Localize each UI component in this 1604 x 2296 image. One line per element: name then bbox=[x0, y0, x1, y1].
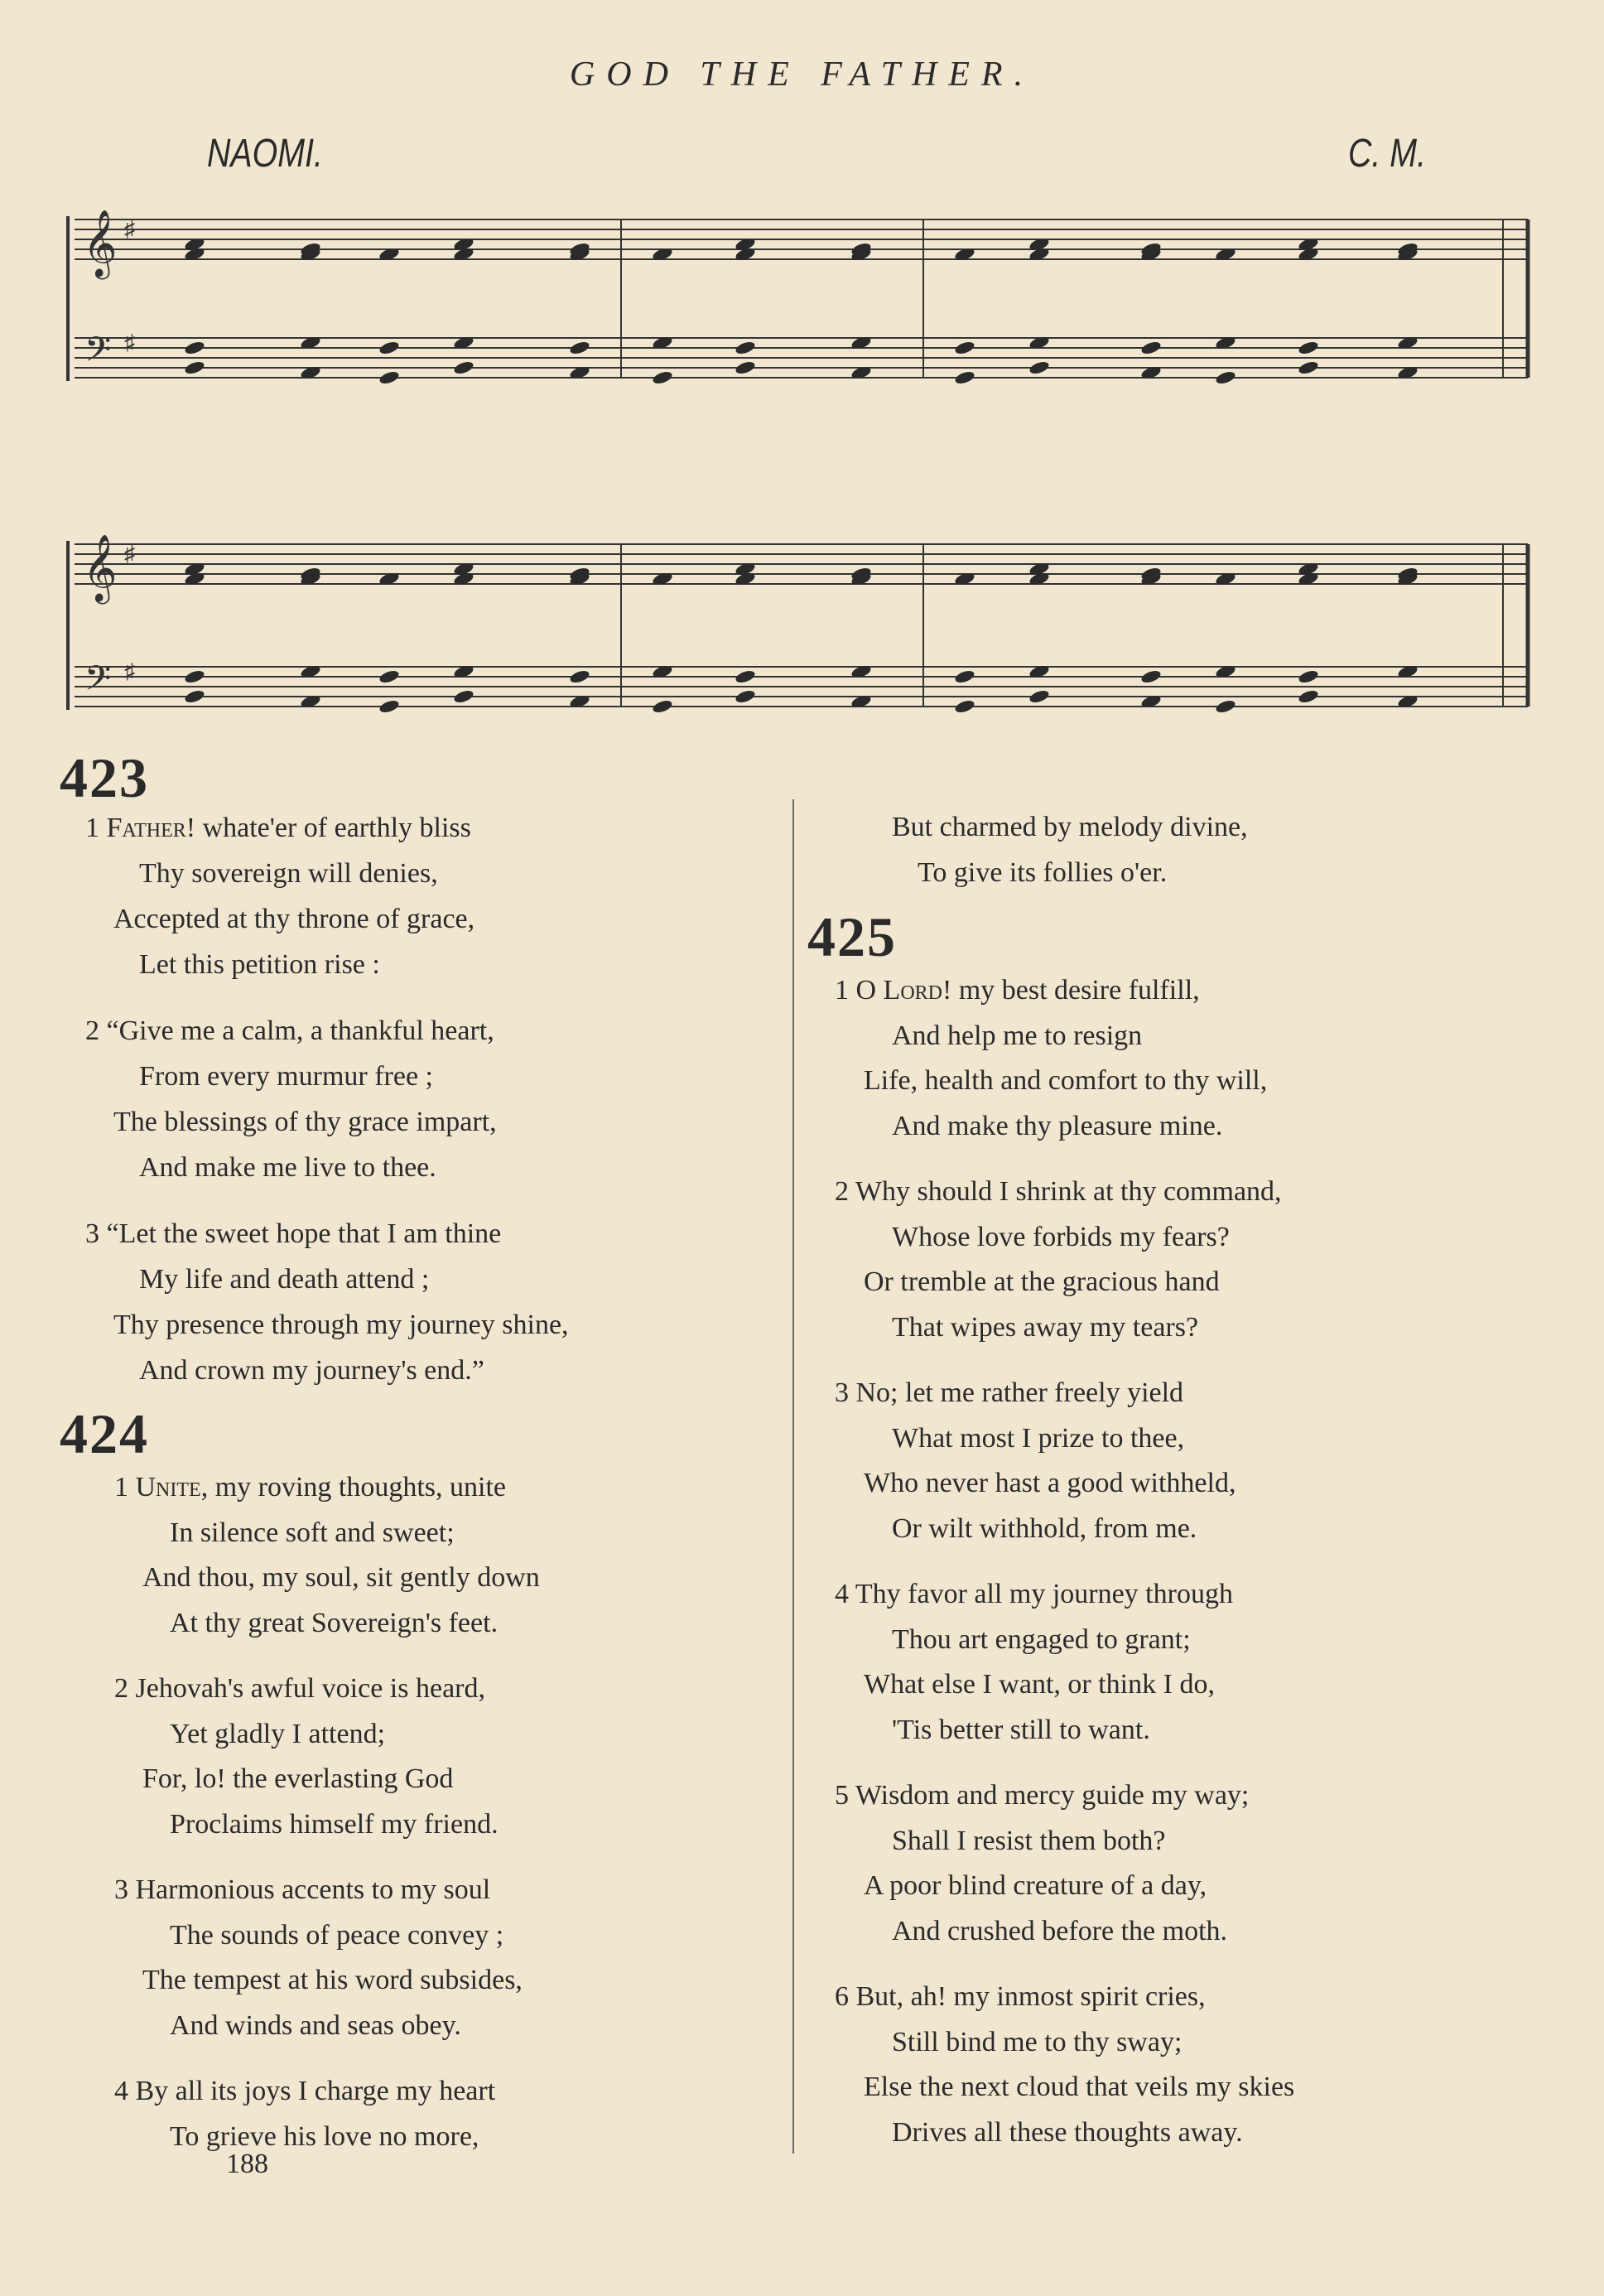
line-text: Thy presence through my journey shine, bbox=[113, 1310, 569, 1340]
verse-line bbox=[139, 1063, 433, 1091]
verse-line bbox=[114, 1876, 490, 1904]
verse-line bbox=[892, 1311, 1199, 1343]
line-text: Life, health and comfort to thy will, bbox=[864, 1065, 1268, 1096]
note-head bbox=[652, 369, 674, 385]
hymn-number: 424 bbox=[60, 1402, 149, 1465]
line-text: What most I prize to thee, bbox=[892, 1422, 1185, 1454]
note-head bbox=[1298, 668, 1320, 684]
stanza-number: 2 bbox=[85, 1015, 99, 1046]
note-head bbox=[1215, 369, 1237, 385]
line-text: And help me to resign bbox=[892, 1020, 1143, 1051]
line-text: , my roving thoughts, unite bbox=[200, 1472, 507, 1503]
line-text: Yet gladly I attend; bbox=[170, 1718, 386, 1749]
line-text: Or tremble at the gracious hand bbox=[864, 1266, 1220, 1297]
verse-line bbox=[114, 1474, 506, 1502]
key-signature-sharp: ♯ bbox=[124, 542, 135, 566]
line-text: ! my best desire fulfill, bbox=[942, 975, 1200, 1006]
note-head bbox=[652, 698, 674, 714]
key-signature-sharp: ♯ bbox=[124, 330, 135, 355]
line-text: And crushed before the moth. bbox=[892, 1915, 1228, 1946]
verse-line bbox=[892, 1223, 1230, 1252]
verse-line bbox=[835, 1178, 1282, 1206]
line-text: From every murmur free ; bbox=[139, 1061, 433, 1092]
line-text: My life and death attend ; bbox=[139, 1264, 430, 1295]
tune-name: NAOMI. bbox=[207, 132, 323, 176]
verse-line bbox=[170, 2009, 461, 2041]
verse-line bbox=[142, 1564, 540, 1592]
verse-line bbox=[835, 1782, 1249, 1810]
note-head bbox=[735, 340, 757, 355]
line-text: But charmed by melody divine, bbox=[892, 812, 1248, 842]
verse-line bbox=[139, 1266, 429, 1294]
note-head bbox=[735, 668, 757, 684]
note-head bbox=[1140, 340, 1163, 355]
first-word: O Lord bbox=[855, 975, 942, 1006]
verse-line bbox=[892, 1512, 1197, 1544]
line-text: Who never hast a good withheld, bbox=[864, 1468, 1236, 1498]
verse-line bbox=[864, 1469, 1236, 1498]
verse-line bbox=[864, 1067, 1267, 1095]
treble-clef-icon: 𝄞 bbox=[83, 209, 118, 277]
verse-line bbox=[170, 2120, 479, 2152]
verse-line bbox=[114, 2077, 495, 2105]
stanza-number: 2 bbox=[114, 1673, 128, 1704]
line-text: Drives all these thoughts away. bbox=[892, 2116, 1243, 2148]
note-head bbox=[1298, 688, 1320, 704]
line-text: Still bind me to thy sway; bbox=[892, 2026, 1183, 2057]
verse-line bbox=[918, 859, 1167, 887]
note-head bbox=[1028, 359, 1051, 375]
line-text: And crown my journey's end.” bbox=[139, 1355, 484, 1386]
line-text: Let this petition rise : bbox=[139, 949, 380, 980]
line-text: The sounds of peace convey ; bbox=[170, 1919, 504, 1951]
stanza-number: 5 bbox=[835, 1780, 849, 1811]
line-text: And winds and seas obey. bbox=[170, 2009, 461, 2041]
note-head bbox=[569, 668, 591, 684]
note-head bbox=[1298, 359, 1320, 375]
note-head bbox=[569, 340, 591, 355]
verse-line bbox=[864, 2073, 1294, 2101]
stanza-number: 1 bbox=[835, 975, 849, 1006]
verse-line bbox=[835, 1379, 1183, 1407]
line-text: Why should I shrink at thy command, bbox=[855, 1176, 1282, 1207]
key-signature-sharp: ♯ bbox=[124, 659, 135, 683]
stanza-number: 3 bbox=[114, 1874, 128, 1905]
note-head bbox=[184, 340, 206, 355]
hymn-number: 423 bbox=[60, 746, 149, 809]
verse-line bbox=[85, 1220, 501, 1248]
line-text: 'Tis better still to want. bbox=[892, 1714, 1150, 1745]
line-text: Accepted at thy throne of grace, bbox=[113, 904, 475, 934]
line-text: And make thy pleasure mine. bbox=[892, 1110, 1223, 1141]
verse-line bbox=[170, 1720, 385, 1749]
line-text: A poor blind creature of a day, bbox=[864, 1870, 1207, 1901]
page-number: 188 bbox=[226, 2149, 268, 2179]
note-head bbox=[1298, 340, 1320, 355]
note-head bbox=[954, 369, 976, 385]
note-head bbox=[1028, 688, 1051, 704]
line-text: Jehovah's awful voice is heard, bbox=[135, 1673, 485, 1704]
note-head bbox=[378, 369, 401, 385]
first-word: Unite bbox=[135, 1472, 201, 1503]
stanza-number: 1 bbox=[85, 813, 99, 843]
verse-line bbox=[170, 1519, 455, 1547]
verse-line bbox=[170, 1919, 504, 1951]
stanza-number: 3 bbox=[85, 1218, 99, 1249]
line-text: At thy great Sovereign's feet. bbox=[170, 1607, 499, 1638]
line-text: Else the next cloud that veils my skies bbox=[864, 2072, 1295, 2102]
line-text: Thy favor all my journey through bbox=[855, 1579, 1233, 1609]
verse-line bbox=[892, 1422, 1185, 1454]
line-text: Thou art engaged to grant; bbox=[892, 1623, 1191, 1655]
note-head bbox=[735, 359, 757, 375]
note-head bbox=[184, 688, 206, 704]
verse-line bbox=[113, 1108, 497, 1136]
line-text: But, ah! my inmost spirit cries, bbox=[855, 1981, 1206, 2012]
verse-line bbox=[142, 1765, 453, 1793]
column-divider bbox=[792, 799, 794, 2154]
line-text: The blessings of thy grace impart, bbox=[113, 1107, 497, 1137]
verse-line bbox=[139, 860, 438, 888]
note-head bbox=[378, 698, 401, 714]
line-text: No; let me rather freely yield bbox=[855, 1377, 1184, 1408]
note-head bbox=[184, 668, 206, 684]
note-head bbox=[184, 359, 206, 375]
tune-meter: C. M. bbox=[1348, 132, 1427, 176]
line-text: By all its joys I charge my heart bbox=[135, 2076, 496, 2106]
line-text: Thy sovereign will denies, bbox=[139, 858, 438, 889]
line-text: And make me live to thee. bbox=[139, 1152, 436, 1183]
note-head bbox=[453, 359, 475, 375]
note-head bbox=[1215, 698, 1237, 714]
verse-line bbox=[113, 905, 474, 933]
bass-clef-icon: 𝄢 bbox=[84, 330, 112, 378]
first-word: Father bbox=[106, 813, 186, 843]
line-text: “Let the sweet hope that I am thine bbox=[106, 1218, 502, 1249]
line-text: In silence soft and sweet; bbox=[170, 1517, 455, 1548]
treble-clef-icon: 𝄞 bbox=[83, 533, 118, 601]
verse-line bbox=[114, 1675, 485, 1703]
line-text: Or wilt withhold, from me. bbox=[892, 1512, 1197, 1544]
stanza-number: 1 bbox=[114, 1472, 128, 1503]
verse-line bbox=[835, 977, 1200, 1005]
line-text: Proclaims himself my friend. bbox=[170, 1808, 499, 1840]
note-head bbox=[954, 668, 976, 684]
note-head bbox=[735, 688, 757, 704]
line-text: Wisdom and mercy guide my way; bbox=[855, 1780, 1250, 1811]
note-head bbox=[378, 668, 401, 684]
verse-line bbox=[892, 2116, 1243, 2148]
verse-line bbox=[835, 1580, 1233, 1609]
line-text: Shall I resist them both? bbox=[892, 1825, 1166, 1856]
verse-line bbox=[892, 1623, 1191, 1655]
verse-line bbox=[864, 1268, 1220, 1296]
verse-line bbox=[139, 1357, 484, 1385]
verse-line bbox=[835, 1983, 1206, 2011]
note-head bbox=[453, 688, 475, 704]
note-head bbox=[954, 698, 976, 714]
note-head bbox=[954, 340, 976, 355]
stanza-number: 4 bbox=[835, 1579, 849, 1609]
music-system-2 bbox=[0, 507, 1604, 772]
verse-line bbox=[892, 1827, 1166, 1855]
verse-line bbox=[139, 1154, 436, 1182]
note-head bbox=[378, 340, 401, 355]
verse-line bbox=[892, 2028, 1182, 2057]
running-title: GOD THE FATHER. bbox=[569, 55, 1035, 94]
line-text: The tempest at his word subsides, bbox=[142, 1965, 523, 1995]
music-system-1 bbox=[0, 186, 1604, 435]
verse-line bbox=[142, 1966, 523, 1995]
line-text: ! whate'er of earthly bliss bbox=[185, 813, 471, 843]
line-text: For, lo! the everlasting God bbox=[142, 1763, 454, 1794]
line-text: That wipes away my tears? bbox=[892, 1311, 1199, 1343]
verse-line bbox=[85, 814, 471, 842]
stanza-number: 2 bbox=[835, 1176, 849, 1207]
stanza-number: 4 bbox=[114, 2076, 128, 2106]
hymn-number: 425 bbox=[807, 905, 897, 968]
line-text: Harmonious accents to my soul bbox=[135, 1874, 491, 1905]
verse-line bbox=[170, 1609, 498, 1638]
line-text: And thou, my soul, sit gently down bbox=[142, 1562, 540, 1593]
note-head bbox=[1140, 668, 1163, 684]
line-text: What else I want, or think I do, bbox=[864, 1669, 1215, 1700]
verse-line bbox=[864, 1671, 1215, 1699]
verse-line bbox=[113, 1311, 569, 1339]
line-text: To give its follies o'er. bbox=[918, 857, 1168, 888]
stanza-number: 6 bbox=[835, 1981, 849, 2012]
verse-line bbox=[892, 813, 1248, 842]
line-text: “Give me a calm, a thankful heart, bbox=[106, 1015, 494, 1046]
verse-line bbox=[892, 1022, 1142, 1050]
verse-line bbox=[892, 1716, 1150, 1744]
verse-line bbox=[892, 1917, 1227, 1946]
verse-line bbox=[85, 1017, 494, 1045]
key-signature-sharp: ♯ bbox=[124, 217, 135, 241]
verse-line bbox=[170, 1808, 499, 1840]
bass-clef-icon: 𝄢 bbox=[84, 658, 112, 707]
verse-line bbox=[139, 951, 380, 979]
verse-line bbox=[864, 1872, 1207, 1900]
line-text: Whose love forbids my fears? bbox=[892, 1221, 1230, 1252]
verse-line bbox=[892, 1112, 1222, 1141]
stanza-number: 3 bbox=[835, 1377, 849, 1408]
line-text: To grieve his love no more, bbox=[170, 2120, 479, 2152]
